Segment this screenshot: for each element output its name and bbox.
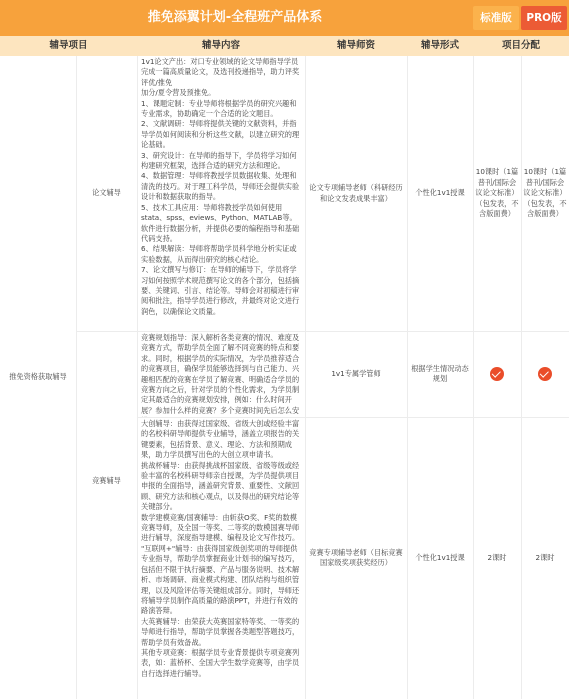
row-format-competition: 个性化1v1授课 [415,552,465,562]
check-circle-icon [490,367,504,381]
badge-pro: PRO版 [521,6,567,30]
grid-line [305,56,306,699]
col-header-project: 辅导项目 [49,40,88,51]
col-header-allocation: 项目分配 [501,40,540,51]
grid-line [137,56,138,699]
page-title: 推免添翼计划-全程班产品体系 [147,10,323,25]
badge-standard: 标准版 [473,6,519,30]
row-format-paper: 个性化1v1授课 [415,188,465,198]
row-pro-paper: 10课时（1篇普刊/国际会议论文标准）（包发表，不含版面费） [523,167,567,219]
row-content-planning: 竞赛规划指导：深入解析各类竞赛的情况、难度及竞赛方式，帮助学员全面了解不同竞赛的特点和要求。同时，根据学员的实际情况，为学员推荐适合的竞赛项目，确保学员能够选择到与自己能力、兴趣相匹配的竞赛在学员了解竞赛、明确适合学员的竞赛方向之后，针对学员的个性化需求，为学员制定其最适合的竞赛规划安排，例如：什么时间开展？参加什么样的竞赛？多个竞赛时间先后怎么安 [141,333,300,415]
col-header-format: 辅导形式 [420,40,459,51]
grid-line [407,56,408,699]
row-pro-competition: 2课时 [535,552,555,562]
row-teacher-planning: 1v1专属学管师 [331,368,381,378]
table-header [0,36,569,56]
col-header-teacher: 辅导师资 [336,40,375,51]
row-format-planning: 根据学生情况动态规划 [411,363,469,383]
check-circle-icon [538,367,552,381]
row-teacher-paper: 论文专项辅导老师（科研经历和论文发表成果丰富） [309,183,403,203]
row-pro-planning [521,331,569,417]
row-standard-paper: 10课时（1篇普刊/国际会议论文标准）（包发表，不含版面费） [475,167,519,219]
row-content-paper: 1v1论文产出：对口专业领域的论文导师指导学员完成一篇高质量论文，及选刊投递指导，助力评奖评优/推免 加分/夏令营及预推免。 1、课题定制：专业导师将根据学员的研究兴趣和专业需求，协助确定一个合适的论文题目。 2、文献调研：导师将提供关键的文献资料，并指导学员如何阅读和分析这些文献，以建立研究的理论基础。 3、研究设计：在导师的指导下，学员将学习如何构建研究框架，选择合适的研究方法和理论。 4、数据管理：导师将教授学员数据收集、处理和清洗的技巧。对于理工科学员，导师还会提供实验设计和数据获取的指导。 5、技术工具应用：导师将教授学员如何使用stata、spss、eviews、Python、MATLAB等。 软件进行数据分析，并提供必要的编程指导和基础代码支持。 6、结果解读：导师将帮助学员科学地分析实证或实验数据，从而得出研究的核心结论。 7、论文撰写与修订：在导师的辅导下，学员将学习如何按照学术规范撰写论文的各个部分，包括摘要、关键词、引言、结论等。导师会对初稿进行审阅和批注，指导学员进行修改，并最终对论文进行润色，以确保论文质量。 [141,57,300,316]
row-standard-competition: 2课时 [487,552,507,562]
row-teacher-competition: 竞赛专项辅导老师（目标竞赛国家级奖项获奖经历） [309,547,403,567]
title-bar [0,0,569,36]
row-standard-planning [473,331,521,417]
row-item-paper: 论文辅导 [92,188,121,198]
category-label: 推免资格获取辅导 [9,372,67,382]
row-item-competition: 竞赛辅导 [92,475,121,485]
row-content-competition: 大创辅导：由获得过国家级、省级大创或经验丰富的名校科研导师提供专业辅导，涵盖立项报告的关键要素，包括背景、意义、理论、方法和预期成果，助力学员撰写出色的大创立项申请书。 挑战杯辅导：由获得挑战杯国家级、省级等级或经验丰富的名校科研导师亲自授课，为学员提供项目申报的全面指导，涵盖研究背景、重要性、文献回顾、研究方法和核心观点，以及得出的研究结论等关键部分。 数学建模竞赛/国赛辅导：由斩获O奖、F奖的数模竞赛导师，及全国一等奖、二等奖的数模国赛导师进行辅导，深度指导建模、编程及论文写作技巧。 "互联网+"辅导：由获得国家级创奖项的导师提供专业指导，帮助学员掌握商业计划书的编写技巧，包括但不限于执行摘要、产品与服务说明、技术解析、市场调研、商业模式构建、团队结构与组织管理，以及风险评估等关键组成部分。同时，导师还将辅导学员制作高质量的路演PPT，并进行有效的路演答辩。 大英赛辅导：由荣获大英赛国家特等奖、一等奖的导师进行指导，帮助学员掌握各类题型答题技巧，帮助学员有效备战。 其他专项竞赛：根据学员专业背景提供专项竞赛列表，如：蓝桥杯、全国大学生数学竞赛等，由学员自行选择进行辅导。 [141,419,300,678]
col-header-content: 辅导内容 [201,40,240,51]
